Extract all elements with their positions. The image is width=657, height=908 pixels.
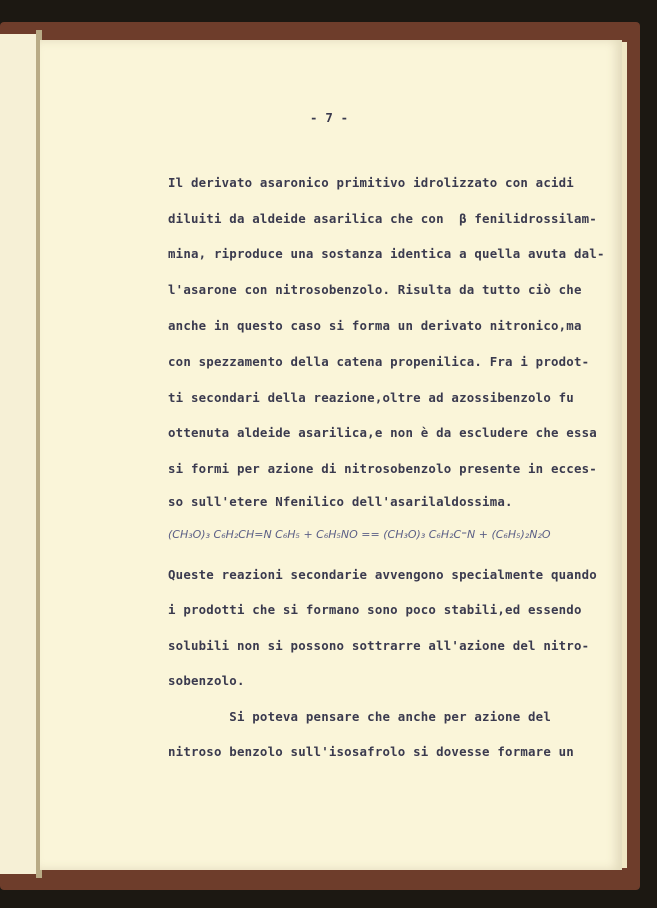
text-line: solubili non si possono sottrarre all'azione del nitro- [168, 638, 590, 653]
text-line: Il derivato asaronico primitivo idrolizzato con acidi [168, 175, 574, 190]
text-line: sobenzolo. [168, 673, 245, 688]
text-line: diluiti da aldeide asarilica che con β fenilidrossilam- [168, 211, 597, 226]
text-line: mina, riproduce una sostanza identica a quella avuta dal- [168, 246, 605, 261]
text-line: Si poteva pensare che anche per azione del [168, 709, 551, 724]
text-line: si formi per azione di nitrosobenzolo presente in ecces- [168, 461, 597, 476]
text-line: anche in questo caso si forma un derivato nitronico,ma [168, 318, 582, 333]
text-line: ti secondari della reazione,oltre ad azossibenzolo fu [168, 390, 574, 405]
text-line: con spezzamento della catena propenilica. Fra i prodot- [168, 354, 590, 369]
text-line: Queste reazioni secondarie avvengono specialmente quando [168, 567, 597, 582]
page-number: - 7 - [310, 110, 349, 125]
text-line: i prodotti che si formano sono poco stabili,ed essendo [168, 602, 582, 617]
text-line: l'asarone con nitrosobenzolo. Risulta da tutto ciò che [168, 282, 582, 297]
left-page-edge [0, 34, 38, 874]
text-line: nitroso benzolo sull'isosafrolo si dovesse formare un [168, 744, 574, 759]
handwritten-equation: (CH₃O)₃ C₆H₂CH=N C₆H₅ + C₆H₅NO == (CH₃O)₃ C₆H₂C⁼N + (C₆H₅)₂N₂O [168, 528, 551, 541]
text-line: ottenuta aldeide asarilica,e non è da escludere che essa [168, 425, 597, 440]
text-line: so sull'etere Nfenilico dell'asarilaldossima. [168, 494, 513, 509]
